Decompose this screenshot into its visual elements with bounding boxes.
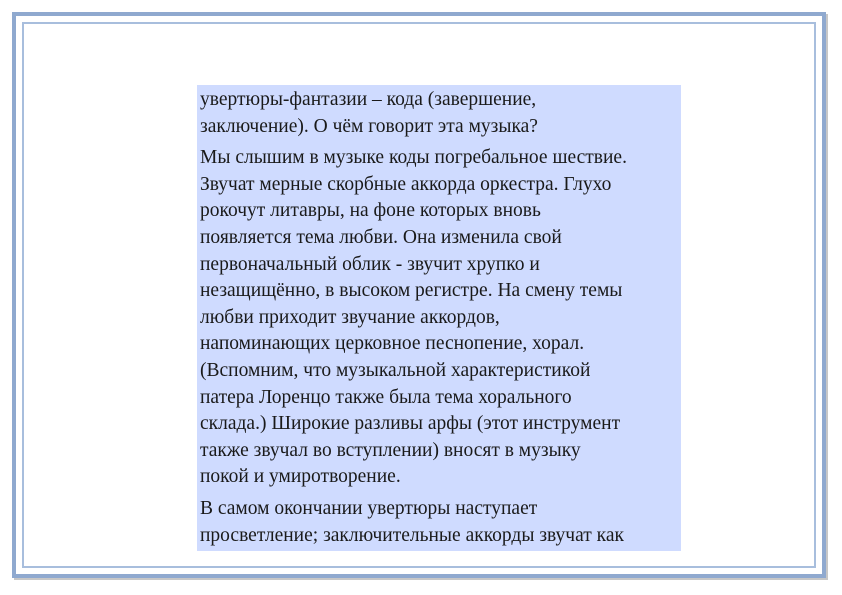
text-block [197, 85, 681, 551]
paragraph-intro: увертюры-фантазии – кода (завершение, заключение). О чём говорит эта музыка? [200, 89, 538, 137]
paragraph-main: Мы слышим в музыке коды погребальное шествие. Звучат мерные скорбные аккорда оркестра. Глухо рокочут литавры, на фоне которых вновь появляется тема любви. Она изменила свой первоначальный облик - звучит хрупко и незащищённо, в высоком регистре. На смену темы любви приходит звучание аккордов, напоминающих церковное песнопение, хорал. (Вспомним, что музыкальной характеристикой патера Лоренцо также была тема хорального склада.) Широкие разливы арфы (этот инструмент также звучал во вступлении) вносят в музыку покой и умиротворение. [200, 147, 627, 488]
paragraph-ending: В самом окончании увертюры наступает просветление; заключительные аккорды звучат как [200, 497, 624, 546]
